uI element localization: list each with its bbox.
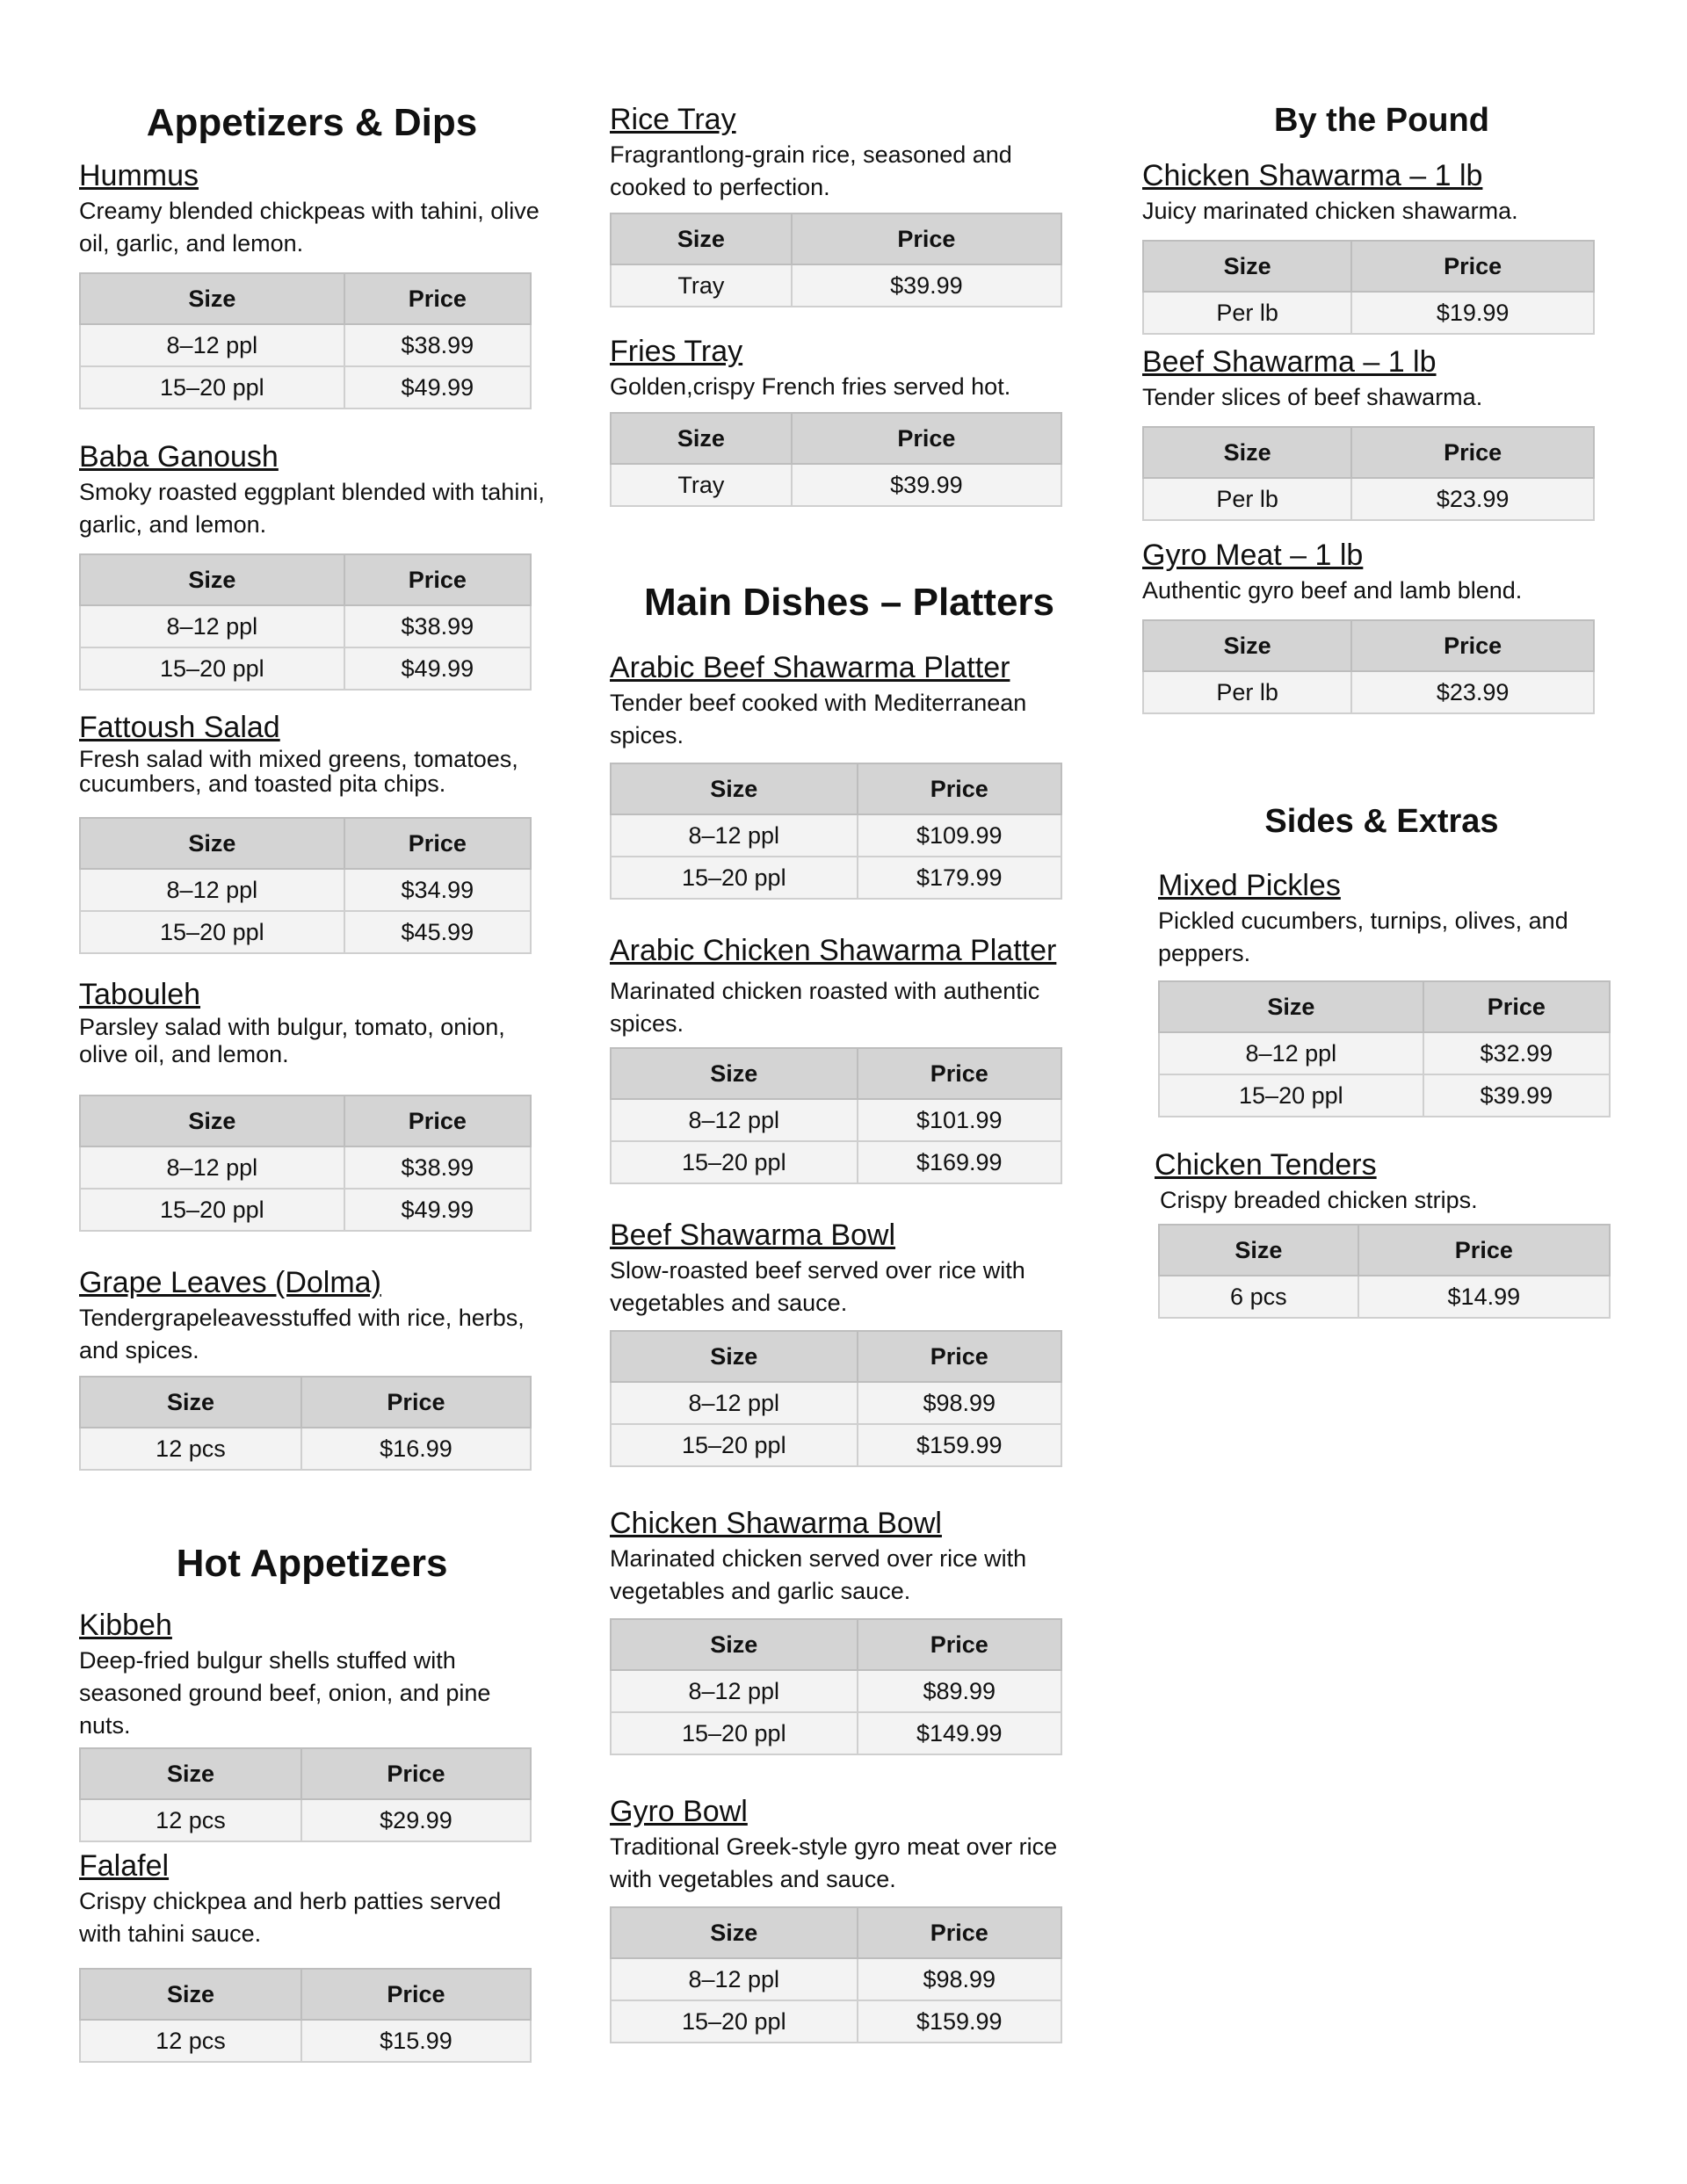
price-table [610,1906,1062,2043]
size-cell: Tray [611,264,792,307]
item-name: Fattoush Salad [79,711,280,744]
price-cell: $32.99 [1423,1032,1610,1074]
price-header: Price [344,1096,531,1146]
price-table [79,1376,532,1471]
item-name: Rice Tray [610,103,736,136]
size-header: Size [611,1907,858,1958]
price-header: Price [344,273,531,324]
price-header: Price [301,1748,531,1799]
price-cell: $179.99 [858,857,1061,899]
price-table [610,1330,1062,1467]
size-header: Size [80,1748,301,1799]
price-cell: $98.99 [858,1382,1061,1424]
menu-item-kibbeh [79,1608,545,1842]
size-cell: 8–12 ppl [611,814,858,857]
item-name: Beef Shawarma Bowl [610,1219,896,1252]
size-header: Size [1159,981,1423,1032]
price-header: Price [792,213,1061,264]
item-description: Pickled cucumbers, turnips, olives, and peppers. [1158,908,1568,966]
menu-item-gyro-meat-lb [1142,538,1621,714]
price-cell: $49.99 [344,1189,531,1231]
size-cell: 8–12 ppl [80,1146,344,1189]
menu-item-gyro-bowl [610,1794,1089,2043]
price-table [79,817,532,954]
size-cell: 15–20 ppl [80,1189,344,1231]
item-description: Deep-fried bulgur shells stuffed with seasoned ground beef, onion, and pine nuts. [79,1647,491,1739]
section-title-by-the-pound: By the Pound [1274,102,1489,139]
price-table [79,1968,532,2063]
menu-item-tabouleh [79,977,545,1232]
size-header: Size [1143,427,1351,478]
item-name: Arabic Chicken Shawarma Platter [610,934,1057,967]
price-table [1142,240,1595,335]
table-row [611,464,1061,506]
size-cell: Tray [611,464,792,506]
menu-item-arabic-beef-platter [610,650,1089,900]
size-cell: Per lb [1143,292,1351,334]
price-cell: $49.99 [344,366,531,409]
table-row [611,1712,1061,1754]
item-name: Chicken Tenders [1155,1148,1377,1182]
price-table [79,1095,532,1232]
size-cell: 8–12 ppl [80,605,344,647]
price-cell: $38.99 [344,324,531,366]
table-row [611,1958,1061,2000]
table-row [80,1428,531,1470]
price-cell: $38.99 [344,1146,531,1189]
table-row [611,1099,1061,1141]
price-table [610,213,1062,307]
item-description: Tender slices of beef shawarma. [1142,384,1483,410]
size-header: Size [1159,1225,1358,1276]
size-header: Size [611,1048,858,1099]
section-title-hot-appetizers: Hot Appetizers [176,1542,448,1585]
table-row [611,1670,1061,1712]
size-cell: Per lb [1143,478,1351,520]
table-row [611,1382,1061,1424]
size-cell: 15–20 ppl [80,911,344,953]
menu-item-rice-tray [610,102,1089,307]
item-name: Baba Ganoush [79,440,279,474]
price-header: Price [792,413,1061,464]
price-cell: $19.99 [1351,292,1594,334]
item-name: Tabouleh [79,978,201,1011]
price-header: Price [858,1331,1061,1382]
table-row [80,911,531,953]
price-table [610,1618,1062,1755]
price-cell: $169.99 [858,1141,1061,1183]
price-table [79,1747,532,1842]
item-description: Authentic gyro beef and lamb blend. [1142,577,1523,604]
size-header: Size [80,1096,344,1146]
size-cell: 8–12 ppl [611,1670,858,1712]
size-header: Size [80,554,344,605]
size-cell: 12 pcs [80,2020,301,2062]
section-title-sides-extras: Sides & Extras [1264,803,1499,840]
menu-item-chicken-shawarma-lb [1142,158,1621,335]
price-header: Price [858,763,1061,814]
price-header: Price [1351,427,1594,478]
price-cell: $15.99 [301,2020,531,2062]
price-cell: $149.99 [858,1712,1061,1754]
price-header: Price [858,1907,1061,1958]
size-cell: 15–20 ppl [611,2000,858,2043]
table-row [80,1189,531,1231]
item-name: Falafel [79,1849,170,1883]
item-description: Marinated chicken served over rice with vegetables and garlic sauce. [610,1545,1027,1604]
price-cell: $34.99 [344,869,531,911]
price-cell: $101.99 [858,1099,1061,1141]
item-description: Golden,crispy French fries served hot. [610,373,1011,400]
size-cell: 15–20 ppl [80,647,344,690]
item-name: Mixed Pickles [1158,869,1341,902]
price-cell: $109.99 [858,814,1061,857]
menu-item-grape-leaves [79,1265,545,1471]
size-header: Size [611,213,792,264]
table-row [611,814,1061,857]
size-cell: 8–12 ppl [611,1958,858,2000]
table-row [80,1799,531,1841]
size-header: Size [80,1969,301,2020]
price-table [79,553,532,691]
price-header: Price [1358,1225,1610,1276]
item-name: Fries Tray [610,335,743,368]
price-header: Price [1423,981,1610,1032]
item-name: Gyro Meat – 1 lb [1142,539,1364,572]
size-header: Size [1143,241,1351,292]
table-row [80,366,531,409]
size-cell: 12 pcs [80,1428,301,1470]
price-header: Price [858,1619,1061,1670]
item-description: Smoky roasted eggplant blended with tahini, garlic, and lemon. [79,479,545,538]
item-description: Crispy breaded chicken strips. [1160,1187,1478,1213]
size-header: Size [611,763,858,814]
menu-item-fries-tray [610,334,1089,507]
price-table [79,272,532,409]
item-description: Crispy chickpea and herb patties served with tahini sauce. [79,1888,502,1947]
price-header: Price [301,1377,531,1428]
price-cell: $38.99 [344,605,531,647]
size-cell: 6 pcs [1159,1276,1358,1318]
table-row [80,605,531,647]
size-header: Size [80,1377,301,1428]
price-cell: $14.99 [1358,1276,1610,1318]
price-cell: $89.99 [858,1670,1061,1712]
menu-item-hummus [79,158,545,409]
item-description: Creamy blended chickpeas with tahini, olive oil, garlic, and lemon. [79,198,539,257]
size-header: Size [611,413,792,464]
table-row [611,857,1061,899]
price-cell: $39.99 [792,464,1061,506]
price-header: Price [1351,620,1594,671]
table-row [1159,1276,1610,1318]
menu-item-chicken-shawarma-bowl [610,1506,1089,1755]
price-cell: $16.99 [301,1428,531,1470]
price-header: Price [1351,241,1594,292]
item-description: Fresh salad with mixed greens, tomatoes, cucumbers, and toasted pita chips. [79,746,518,797]
price-cell: $45.99 [344,911,531,953]
item-description: Tender beef cooked with Mediterranean spices. [610,690,1027,748]
price-cell: $29.99 [301,1799,531,1841]
price-table [1158,1224,1611,1319]
table-row [1143,478,1594,520]
price-cell: $159.99 [858,2000,1061,2043]
table-row [80,1146,531,1189]
size-cell: 8–12 ppl [80,324,344,366]
price-table [610,1047,1062,1184]
item-name: Kibbeh [79,1609,172,1642]
size-cell: 15–20 ppl [611,1712,858,1754]
menu-item-fattoush-salad [79,710,545,954]
price-cell: $49.99 [344,647,531,690]
menu-item-beef-shawarma-lb [1142,344,1621,521]
price-table [610,763,1062,900]
price-header: Price [344,554,531,605]
size-cell: 15–20 ppl [80,366,344,409]
table-row [80,324,531,366]
size-header: Size [1143,620,1351,671]
price-table [1142,426,1595,521]
size-cell: 8–12 ppl [80,869,344,911]
item-description: Fragrantlong-grain rice, seasoned and cooked to perfection. [610,141,1012,200]
menu-item-falafel [79,1848,545,2063]
item-description: Slow-roasted beef served over rice with vegetables and sauce. [610,1257,1025,1316]
price-header: Price [301,1969,531,2020]
menu-item-baba-ganoush [79,439,545,691]
price-table [1158,980,1611,1117]
table-row [611,1141,1061,1183]
menu-item-arabic-chicken-platter [610,933,1089,1184]
item-name: Grape Leaves (Dolma) [79,1266,381,1299]
price-table [610,412,1062,507]
price-cell: $23.99 [1351,671,1594,713]
menu-item-chicken-tenders [1155,1147,1633,1319]
size-cell: 15–20 ppl [611,857,858,899]
item-description: Marinated chicken roasted with authentic spices. [610,978,1040,1037]
price-cell: $39.99 [1423,1074,1610,1117]
size-cell: 15–20 ppl [611,1141,858,1183]
size-header: Size [80,273,344,324]
section-title-appetizers-dips: Appetizers & Dips [146,101,478,144]
price-header: Price [858,1048,1061,1099]
menu-item-mixed-pickles [1158,868,1637,1117]
size-cell: 15–20 ppl [1159,1074,1423,1117]
table-row [611,2000,1061,2043]
item-description: Parsley salad with bulgur, tomato, onion, olive oil, and lemon. [79,1014,505,1067]
table-row [611,1424,1061,1466]
item-name: Gyro Bowl [610,1795,748,1828]
price-cell: $39.99 [792,264,1061,307]
item-description: Juicy marinated chicken shawarma. [1142,198,1518,224]
item-name: Chicken Shawarma Bowl [610,1507,942,1540]
item-description: Traditional Greek-style gyro meat over rice with vegetables and sauce. [610,1833,1058,1892]
table-row [80,869,531,911]
item-name: Hummus [79,159,199,192]
price-cell: $159.99 [858,1424,1061,1466]
table-row [80,647,531,690]
table-row [80,2020,531,2062]
table-row [1143,292,1594,334]
section-title-main-dishes: Main Dishes – Platters [643,581,1055,624]
size-cell: Per lb [1143,671,1351,713]
price-cell: $98.99 [858,1958,1061,2000]
size-header: Size [80,818,344,869]
price-cell: $23.99 [1351,478,1594,520]
size-header: Size [611,1619,858,1670]
price-table [1142,619,1595,714]
table-row [1143,671,1594,713]
item-description: Tendergrapeleavesstuffed with rice, herbs, and spices. [79,1305,525,1363]
item-name: Chicken Shawarma – 1 lb [1142,159,1483,192]
size-cell: 8–12 ppl [611,1099,858,1141]
size-cell: 8–12 ppl [611,1382,858,1424]
size-cell: 8–12 ppl [1159,1032,1423,1074]
price-header: Price [344,818,531,869]
size-header: Size [611,1331,858,1382]
size-cell: 15–20 ppl [611,1424,858,1466]
size-cell: 12 pcs [80,1799,301,1841]
item-name: Beef Shawarma – 1 lb [1142,345,1437,379]
table-row [1159,1032,1610,1074]
table-row [611,264,1061,307]
item-name: Arabic Beef Shawarma Platter [610,651,1010,684]
menu-item-beef-shawarma-bowl [610,1218,1089,1467]
table-row [1159,1074,1610,1117]
